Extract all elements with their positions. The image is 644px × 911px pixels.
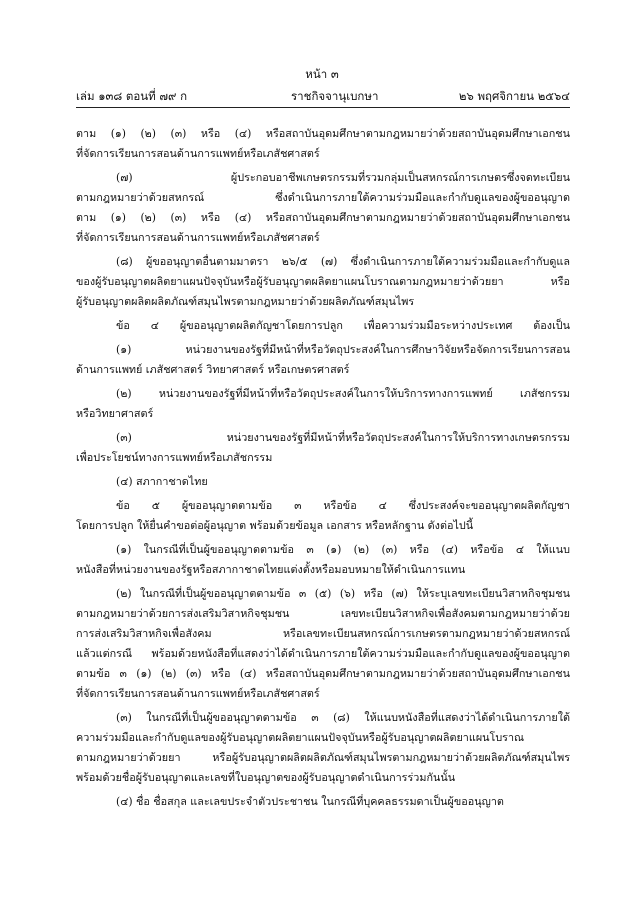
text-line: ที่จัดการเรียนการสอนด้านการแพทย์หรือเภสัชศาสตร์ bbox=[76, 687, 320, 700]
text-line: (๔) ชื่อ ชื่อสกุล และเลขประจำตัวประชาชน ในกรณีที่บุคคลธรรมดาเป็นผู้ขออนุญาต bbox=[116, 795, 504, 808]
text-line: โดยการปลูก ให้ยื่นคำขอต่อผู้อนุญาต พร้อมด้วยข้อมูล เอกสาร หรือหลักฐาน ดังต่อไปนี้ bbox=[76, 519, 474, 532]
text-line: หนังสือที่หน่วยงานของรัฐหรือสภากาชาดไทยแต่งตั้งหรือมอบหมายให้ดำเนินการแทน bbox=[76, 563, 466, 576]
text-line: แล้วแต่กรณี พร้อมด้วยหนังสือที่แสดงว่าได้ดำเนินการภายใต้ความร่วมมือและกำกับดูแลของผู้ขออนุญาต bbox=[76, 647, 570, 660]
text-line: ผู้รับอนุญาตผลิตผลิตภัณฑ์สมุนไพรตามกฎหมายว่าด้วยผลิตภัณฑ์สมุนไพร bbox=[76, 295, 415, 308]
publish-date: ๒๖ พฤศจิกายน ๒๕๖๔ bbox=[458, 89, 570, 103]
text-line: ข้อ ๕ ผู้ขออนุญาตตามข้อ ๓ หรือข้อ ๔ ซึ่งประสงค์จะขออนุญาตผลิตกัญชา bbox=[116, 499, 570, 512]
text-line: (๒) หน่วยงานของรัฐที่มีหน้าที่หรือวัตถุประสงค์ในการให้บริการทางการแพทย์ เภสัชกรรม bbox=[116, 387, 570, 400]
text-line: ด้านการแพทย์ เภสัชศาสตร์ วิทยาศาสตร์ หรือเกษตรศาสตร์ bbox=[76, 363, 350, 376]
text-line: (๔) สภากาชาดไทย bbox=[116, 475, 208, 488]
text-line: ของผู้รับอนุญาตผลิตยาแผนปัจจุบันหรือผู้รับอนุญาตผลิตยาแผนโบราณตามกฎหมายว่าด้วยยา หรือ bbox=[76, 275, 570, 288]
text-line: ตาม (๑) (๒) (๓) หรือ (๔) หรือสถาบันอุดมศึกษาตามกฎหมายว่าด้วยสถาบันอุดมศึกษาเอกชน bbox=[76, 211, 570, 224]
gazette-title: ราชกิจจานุเบกษา bbox=[291, 89, 379, 103]
text-line: (๑) ในกรณีที่เป็นผู้ขออนุญาตตามข้อ ๓ (๑) (๒) (๓) หรือ (๔) หรือข้อ ๔ ให้แนบ bbox=[116, 543, 570, 556]
text-line: (๘) ผู้ขออนุญาตอื่นตามมาตรา ๒๖/๕ (๗) ซึ่งดำเนินการภายใต้ความร่วมมือและกำกับดูแล bbox=[116, 255, 570, 268]
text-line: ที่จัดการเรียนการสอนด้านการแพทย์หรือเภสัชศาสตร์ bbox=[76, 147, 320, 160]
header-divider bbox=[76, 107, 570, 108]
header-row bbox=[76, 88, 570, 104]
text-line: (๗) ผู้ประกอบอาชีพเกษตรกรรมที่รวมกลุ่มเป็นสหกรณ์การเกษตรซึ่งจดทะเบียน bbox=[116, 171, 570, 184]
text-line: การส่งเสริมวิสาหกิจเพื่อสังคม หรือเลขทะเบียนสหกรณ์การเกษตรตามกฎหมายว่าด้วยสหกรณ์ bbox=[76, 627, 570, 640]
document-body bbox=[76, 124, 570, 812]
text-line: (๑) หน่วยงานของรัฐที่มีหน้าที่หรือวัตถุประสงค์ในการศึกษาวิจัยหรือจัดการเรียนการสอน bbox=[116, 343, 570, 356]
page-number: หน้า ๓ bbox=[305, 67, 339, 81]
text-line: เพื่อประโยชน์ทางการแพทย์หรือเภสัชกรรม bbox=[76, 451, 273, 464]
volume-issue: เล่ม ๑๓๘ ตอนที่ ๗๙ ก bbox=[76, 89, 188, 103]
text-line: ข้อ ๔ ผู้ขออนุญาตผลิตกัญชาโดยการปลูก เพื่อความร่วมมือระหว่างประเทศ ต้องเป็น bbox=[116, 319, 570, 332]
text-line: ความร่วมมือและกำกับดูแลของผู้รับอนุญาตผลิตยาแผนปัจจุบันหรือผู้รับอนุญาตผลิตยาแผนโบราณ bbox=[76, 731, 525, 744]
text-line: ตามกฎหมายว่าด้วยยา หรือผู้รับอนุญาตผลิตผลิตภัณฑ์สมุนไพรตามกฎหมายว่าด้วยผลิตภัณฑ์สมุนไพร bbox=[76, 751, 570, 764]
text-line: ตาม (๑) (๒) (๓) หรือ (๔) หรือสถาบันอุดมศึกษาตามกฎหมายว่าด้วยสถาบันอุดมศึกษาเอกชน bbox=[76, 127, 570, 140]
text-line: ตามกฎหมายว่าด้วยสหกรณ์ ซึ่งดำเนินการภายใต้ความร่วมมือและกำกับดูแลของผู้ขออนุญาต bbox=[76, 191, 570, 204]
text-line: ตามกฎหมายว่าด้วยการส่งเสริมวิสาหกิจชุมชน เลขทะเบียนวิสาหกิจเพื่อสังคมตามกฎหมายว่าด้วย bbox=[76, 607, 570, 620]
text-line: พร้อมด้วยชื่อผู้รับอนุญาตและเลขที่ใบอนุญาตของผู้รับอนุญาตดำเนินการร่วมกันนั้น bbox=[76, 771, 456, 784]
text-line: หรือวิทยาศาสตร์ bbox=[76, 407, 154, 420]
text-line: (๓) หน่วยงานของรัฐที่มีหน้าที่หรือวัตถุประสงค์ในการให้บริการทางเกษตรกรรม bbox=[116, 431, 570, 444]
text-line: (๒) ในกรณีที่เป็นผู้ขออนุญาตตามข้อ ๓ (๕) (๖) หรือ (๗) ให้ระบุเลขทะเบียนวิสาหกิจชุมชน bbox=[116, 587, 570, 600]
text-line: ตามข้อ ๓ (๑) (๒) (๓) หรือ (๔) หรือสถาบันอุดมศึกษาตามกฎหมายว่าด้วยสถาบันอุดมศึกษาเอกชน bbox=[76, 667, 570, 680]
text-line: ที่จัดการเรียนการสอนด้านการแพทย์หรือเภสัชศาสตร์ bbox=[76, 231, 320, 244]
text-line: (๓) ในกรณีที่เป็นผู้ขออนุญาตตามข้อ ๓ (๘) ให้แนบหนังสือที่แสดงว่าได้ดำเนินการภายใต้ bbox=[116, 711, 570, 724]
